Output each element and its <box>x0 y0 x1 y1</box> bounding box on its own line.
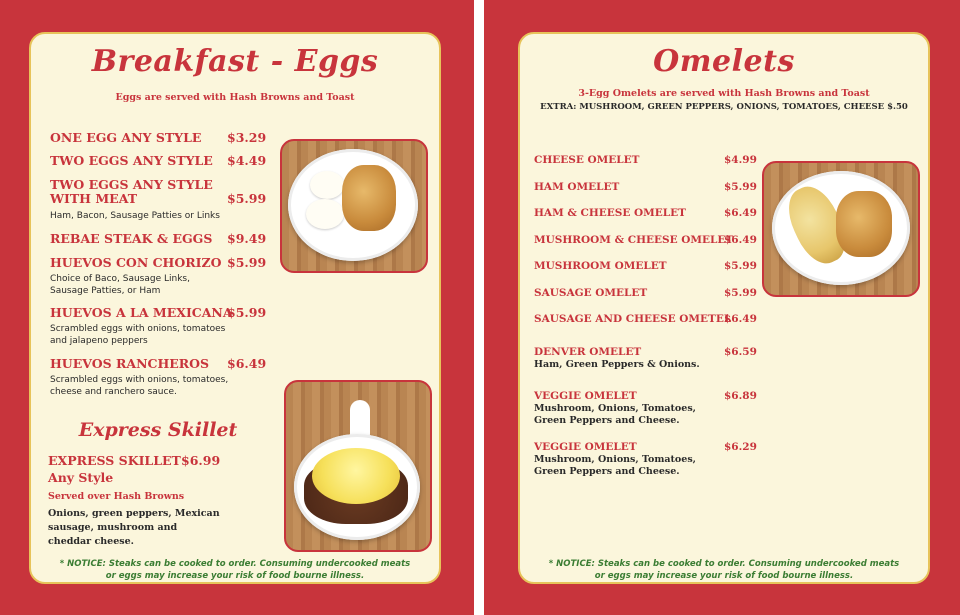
item-name: TWO EGGS ANY STYLE <box>50 153 213 168</box>
item-description: Onions, green peppers, Mexican <box>48 508 220 519</box>
item-price: $5.99 <box>227 305 267 320</box>
item-description: cheese and ranchero sauce. <box>50 387 177 397</box>
item-description: Sausage Patties, or Ham <box>50 286 161 296</box>
item-price: $6.49 <box>227 356 267 371</box>
notice-line-2: or eggs may increase your risk of food bourne illness. <box>105 571 365 581</box>
item-price: $5.99 <box>227 191 267 206</box>
item-description: Ham, Bacon, Sausage Patties or Links <box>50 211 220 221</box>
item-price: $6.29 <box>724 441 757 453</box>
item-name: TWO EGGS ANY STYLE <box>50 177 213 192</box>
page-title: Breakfast - Eggs <box>91 44 379 79</box>
item-name: VEGGIE OMELET <box>534 441 637 453</box>
item-price: $9.49 <box>227 231 267 246</box>
item-name: VEGGIE OMELET <box>534 390 637 402</box>
item-name: HUEVOS A LA MEXICANA <box>50 305 233 320</box>
item-name: REBAE STEAK & EGGS <box>50 231 213 246</box>
page-subtitle: Eggs are served with Hash Browns and Toast <box>115 92 355 103</box>
extras-line: EXTRA: MUSHROOM, GREEN PEPPERS, ONIONS, TOMATOES, CHEESE $.50 <box>540 102 908 112</box>
item-name: HAM OMELET <box>534 181 620 193</box>
item-price: $6.99 <box>181 453 221 468</box>
item-description: Mushroom, Onions, Tomatoes, <box>534 403 696 414</box>
page-title: Omelets <box>653 44 795 79</box>
item-description: cheddar cheese. <box>48 536 134 547</box>
item-description: Green Peppers and Cheese. <box>534 415 680 426</box>
item-description: Mushroom, Onions, Tomatoes, <box>534 454 696 465</box>
item-price: $4.49 <box>227 153 267 168</box>
egg <box>306 199 344 229</box>
item-price: $5.99 <box>724 260 757 272</box>
item-name: SAUSAGE AND CHEESE OMETEL <box>534 313 732 325</box>
item-name: MUSHROOM OMELET <box>534 260 667 272</box>
item-description: and jalapeno peppers <box>50 336 148 346</box>
item-name: CHEESE OMELET <box>534 154 640 166</box>
item-description: Choice of Baco, Sausage Links, <box>50 274 190 284</box>
skillet-cheese <box>312 448 400 504</box>
hash-browns <box>836 191 892 257</box>
page-divider <box>474 0 484 615</box>
breakfast-eggs-panel <box>29 32 441 584</box>
omelets-panel <box>518 32 930 584</box>
item-name: EXPRESS SKILLET <box>48 453 181 468</box>
item-name: HAM & CHEESE OMELET <box>534 207 686 219</box>
item-price: $5.99 <box>724 287 757 299</box>
item-description: sausage, mushroom and <box>48 522 178 533</box>
item-price: $6.49 <box>724 313 757 325</box>
item-name: ONE EGG ANY STYLE <box>50 130 202 145</box>
item-price: $6.89 <box>724 390 757 402</box>
page-subtitle: 3-Egg Omelets are served with Hash Browns and Toast <box>578 88 870 99</box>
notice-line-1: * NOTICE: Steaks can be cooked to order. Consuming undercooked meats <box>59 559 411 569</box>
skillet-photo <box>284 380 432 552</box>
item-name: HUEVOS RANCHEROS <box>50 356 210 371</box>
item-price: $5.99 <box>227 255 267 270</box>
item-name: DENVER OMELET <box>534 346 642 358</box>
notice-line-1: * NOTICE: Steaks can be cooked to order. Consuming undercooked meats <box>548 559 900 569</box>
hash-browns <box>342 165 396 231</box>
item-name: MUSHROOM & CHEESE OMELET <box>534 234 734 246</box>
notice-line-2: or eggs may increase your risk of food bourne illness. <box>594 571 854 581</box>
item-description: Green Peppers and Cheese. <box>534 466 680 477</box>
item-price: $3.29 <box>227 130 267 145</box>
item-price: $6.49 <box>724 207 757 219</box>
item-price: $6.49 <box>724 234 757 246</box>
item-name: HUEVOS CON CHORIZO <box>50 255 222 270</box>
eggs-hashbrowns-photo <box>280 139 428 273</box>
omelet-photo <box>762 161 920 297</box>
item-name: SAUSAGE OMELET <box>534 287 648 299</box>
item-name-line2: WITH MEAT <box>50 191 138 206</box>
item-description: Ham, Green Peppers & Onions. <box>534 359 700 370</box>
egg <box>310 171 344 199</box>
item-description: Scrambled eggs with onions, tomatoes, <box>50 375 229 385</box>
item-description: Scrambled eggs with onions, tomatoes <box>50 324 226 334</box>
item-price: $6.59 <box>724 346 757 358</box>
item-price: $4.99 <box>724 154 757 166</box>
item-subtitle: Any Style <box>48 470 114 485</box>
item-served: Served over Hash Browns <box>48 491 185 502</box>
section-heading-express-skillet: Express Skillet <box>78 419 238 441</box>
item-price: $5.99 <box>724 181 757 193</box>
